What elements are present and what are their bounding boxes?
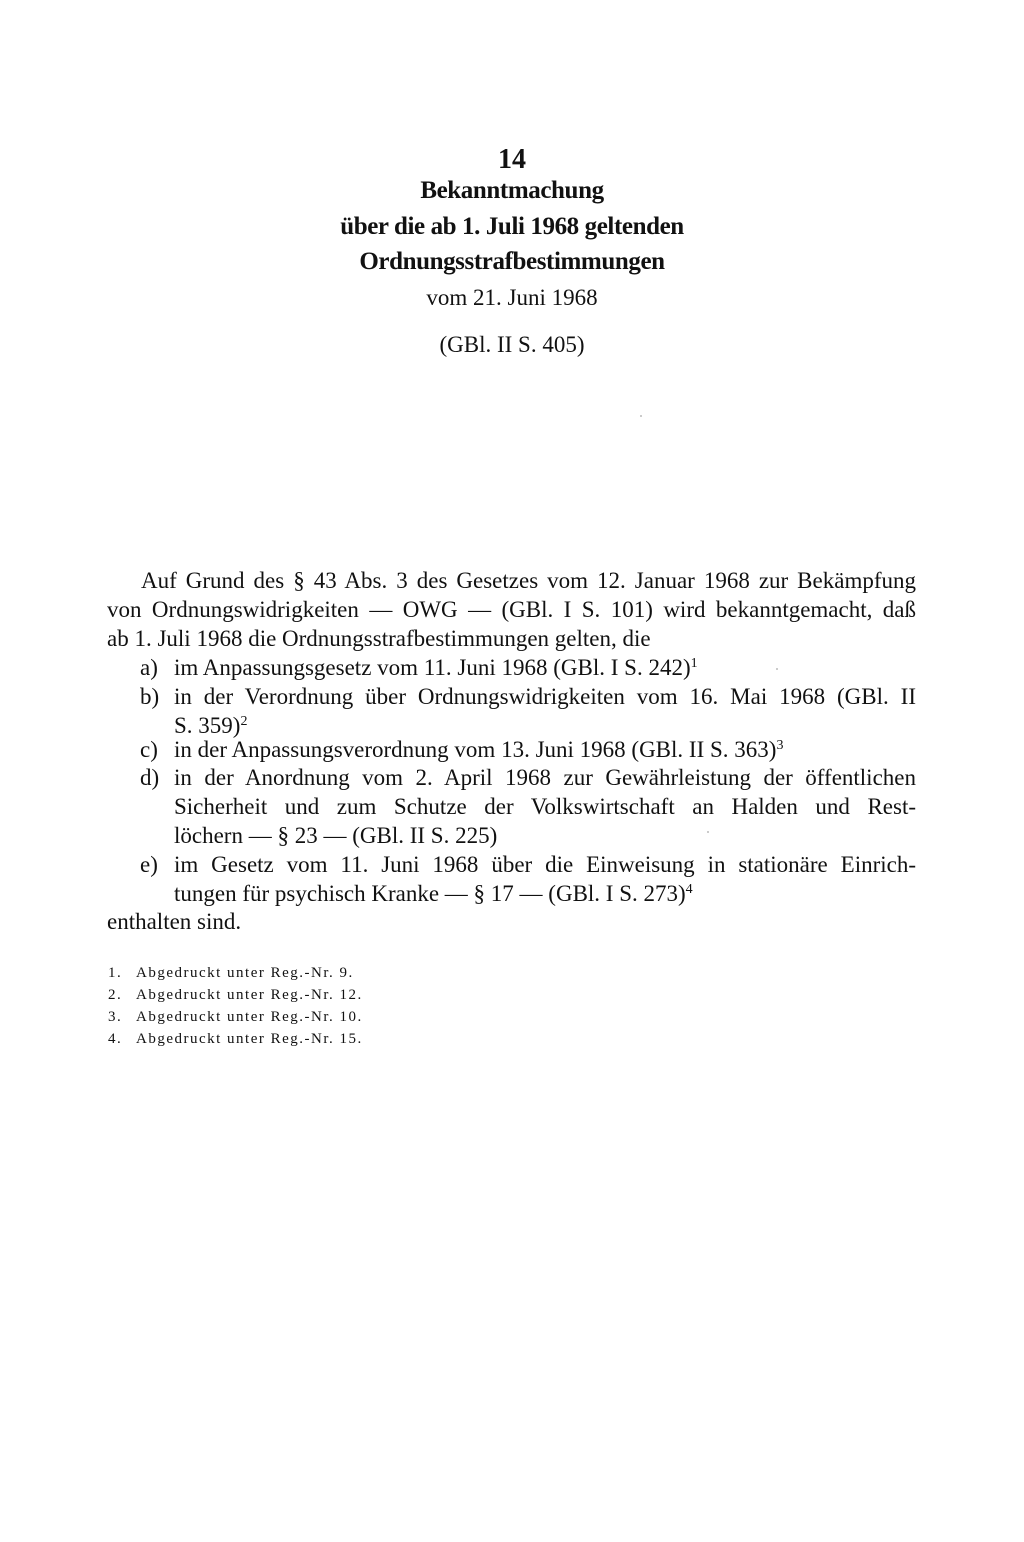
list-marker-d: d) — [140, 765, 160, 790]
list-item-c-line-1: in der Anpassungsverordnung vom 13. Juni 1968 (GBl. II S. 363)$^3$ — [174, 737, 784, 762]
regulation-number: 14 — [498, 144, 526, 175]
footnote-ref-2: 2 — [240, 714, 248, 729]
list-marker-c: c) — [140, 737, 158, 762]
list-marker-a: a) — [140, 655, 158, 680]
footnote-3: 3. Abgedruckt unter Reg.-Nr. 10. — [108, 1009, 363, 1025]
list-item-b-line-1: in der Verordnung über Ordnungswidrigkeiten vom 16. Mai 1968 (GBl. II — [174, 684, 916, 709]
list-item-e-line-1: im Gesetz vom 11. Juni 1968 über die Einweisung in stationäre Einrich- — [174, 852, 916, 877]
list-item-e-line-2: tungen für psychisch Kranke — § 17 — (GBl. I S. 273)$^4$ — [174, 881, 693, 906]
footnote-2: 2. Abgedruckt unter Reg.-Nr. 12. — [108, 987, 363, 1003]
list-item-d-line-1: in der Anordnung vom 2. April 1968 zur Gewährleistung der öffentlichen — [174, 765, 916, 790]
gazette-source: (GBl. II S. 405) — [439, 332, 585, 357]
footnote-1: 1. Abgedruckt unter Reg.-Nr. 9. — [108, 965, 354, 981]
document-date: vom 21. Juni 1968 — [426, 285, 598, 310]
intro-line-1: Auf Grund des § 43 Abs. 3 des Gesetzes vom 12. Januar 1968 zur Bekämpfung — [141, 568, 916, 593]
list-item-a-line-1: im Anpassungsgesetz vom 11. Juni 1968 (GBl. I S. 242)$^1$ — [174, 655, 698, 680]
list-item-b-line-2: S. 359)$^2$ — [174, 713, 248, 738]
list-marker-e: e) — [140, 852, 158, 877]
footnote-4: 4. Abgedruckt unter Reg.-Nr. 15. — [108, 1031, 363, 1047]
footnote-ref-1: 1 — [690, 656, 698, 671]
list-item-d-line-2: Sicherheit und zum Schutze der Volkswirtschaft an Halden und Rest- — [174, 794, 916, 819]
closing-line: enthalten sind. — [107, 909, 242, 934]
document-title-line-3: Ordnungsstrafbestimmungen — [359, 248, 665, 275]
document-title-line-1: Bekanntmachung — [420, 177, 604, 204]
list-item-d-line-3: löchern — § 23 — (GBl. II S. 225) — [174, 823, 498, 848]
footnote-ref-3: 3 — [776, 738, 784, 753]
document-title-line-2: über die ab 1. Juli 1968 geltenden — [340, 213, 684, 240]
intro-line-3: ab 1. Juli 1968 die Ordnungsstrafbestimmungen gelten, die — [107, 626, 651, 651]
intro-line-2: von Ordnungswidrigkeiten — OWG — (GBl. I S. 101) wird bekanntgemacht, daß — [107, 597, 916, 622]
list-marker-b: b) — [140, 684, 160, 709]
footnote-ref-4: 4 — [685, 882, 693, 897]
